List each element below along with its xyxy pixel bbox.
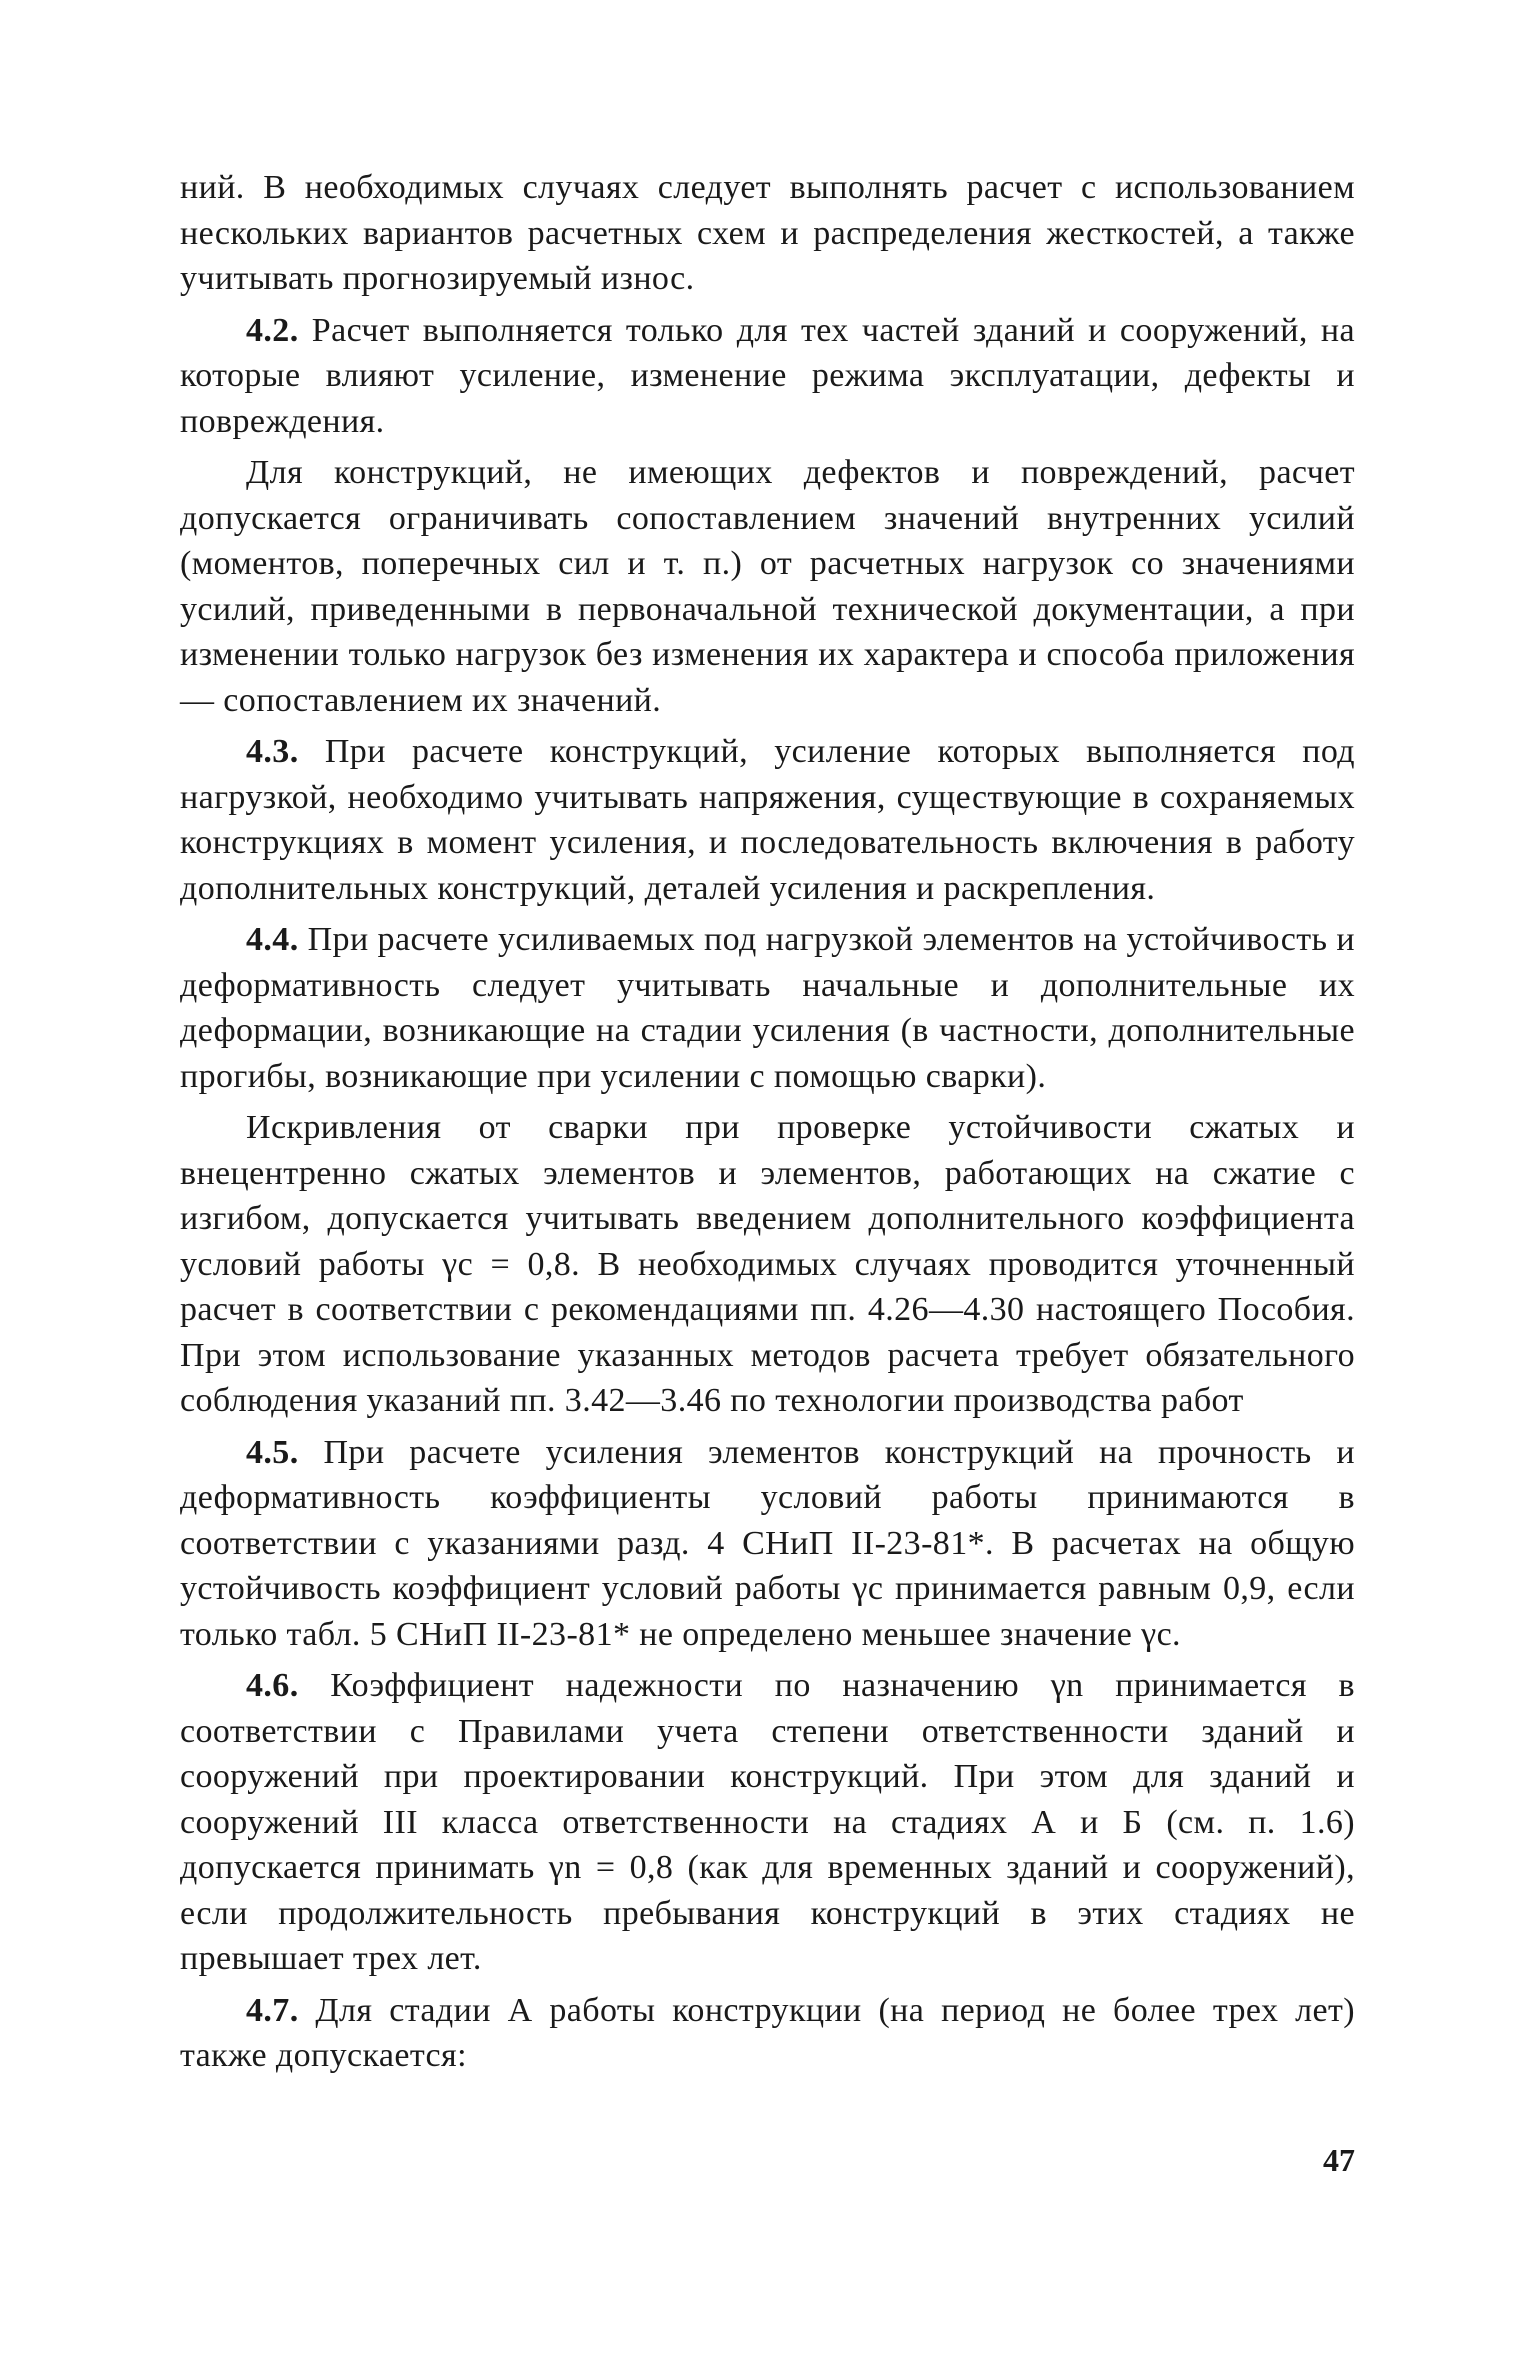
clause-4-3 (180, 729, 1355, 911)
paragraph-text: Коэффициент надежности по назначению γn принимается в соответствии с Правилами учета степени ответственности зданий и сооружений при проектировании конструкций. При этом для зданий и сооружений III класса ответственности на стадиях А и Б (см. п. 1.6) допускается принимать γn = 0,8 (как для временных зданий и сооружений), если продолжительность пребывания конструкций в этих стадиях не превышает трех лет. (180, 1667, 1355, 1977)
paragraph-text: Для стадии А работы конструкции (на период не более трех лет) также допускается: (180, 1991, 1355, 2074)
paragraph-text: Искривления от сварки при проверке устойчивости сжатых и внецентренно сжатых элементов и элементов, работающих на сжатие с изгибом, допускается учитывать введением дополнительного коэффициента условий работы γc = 0,8. В необходимых случаях проводится уточненный расчет в соответствии с рекомендациями пп. 4.26—4.30 настоящего Пособия. При этом использование указанных методов расчета требует обязательного соблюдения указаний пп. 3.42—3.46 по технологии производства работ (180, 1109, 1355, 1419)
clause-number: 4.2. (246, 311, 299, 349)
paragraph-text: При расчете усиления элементов конструкций на прочность и деформативность коэффициенты условий работы принимаются в соответствии с указаниями разд. 4 СНиП II-23-81*. В расчетах на общую устойчивость коэффициент условий работы γc принимается равным 0,9, если только табл. 5 СНиП II-23-81* не определено меньшее значение γc. (180, 1433, 1355, 1653)
paragraph-text: При расчете усиливаемых под нагрузкой элементов на устойчивость и деформативность следует учитывать начальные и дополнительные их деформации, возникающие на стадии усиления (в частности, дополнительные прогибы, возникающие при усилении с помощью сварки). (180, 921, 1355, 1095)
clause-number: 4.5. (246, 1433, 299, 1471)
paragraph-welding-curvature (180, 1105, 1355, 1424)
page-number: 47 (1323, 2142, 1355, 2178)
clause-4-7 (180, 1988, 1355, 2079)
clause-number: 4.7. (246, 1991, 299, 2029)
clause-number: 4.4. (246, 921, 299, 958)
paragraph-text: ний. В необходимых случаях следует выполнять расчет с использованием нескольких вариантов расчетных схем и распределения жесткостей, а также учитывать прогнозируемый износ. (180, 169, 1355, 297)
clause-number: 4.6. (246, 1667, 299, 1704)
paragraph-text: Расчет выполняется только для тех частей зданий и сооружений, на которые влияют усиление, изменение режима эксплуатации, дефекты и повреждения. (180, 311, 1355, 440)
clause-number: 4.3. (246, 733, 299, 770)
clause-4-4 (180, 917, 1355, 1099)
document-page (180, 165, 1355, 2079)
paragraph-text: Для конструкций, не имеющих дефектов и повреждений, расчет допускается ограничивать сопоставлением значений внутренних усилий (моментов, поперечных сил и т. п.) от расчетных нагрузок со значениями усилий, приведенными в первоначальной технической документации, а при изменении только нагрузок без изменения их характера и способа приложения — сопоставлением их значений. (180, 454, 1355, 719)
clause-4-2 (180, 308, 1355, 445)
clause-4-5 (180, 1430, 1355, 1658)
clause-4-6 (180, 1663, 1355, 1982)
paragraph-continuation (180, 165, 1355, 302)
paragraph-no-defects (180, 450, 1355, 723)
paragraph-text: При расчете конструкций, усиление которых выполняется под нагрузкой, необходимо учитывать напряжения, существующие в сохраняемых конструкциях в момент усиления, и последовательность включения в работу дополнительных конструкций, деталей усиления и раскрепления. (180, 733, 1355, 907)
